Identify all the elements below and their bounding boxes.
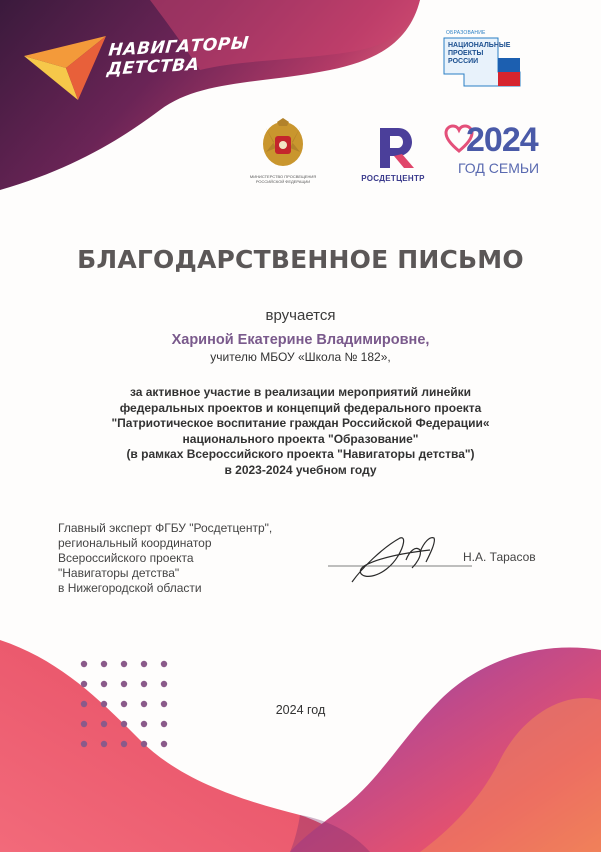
navigators-arrow-icon xyxy=(18,28,112,104)
national-projects-small-caption: ОБРАЗОВАНИЕ xyxy=(446,30,486,36)
awarded-text: вручается xyxy=(265,307,336,324)
ministry-logo xyxy=(238,118,328,190)
national-projects-line: НАЦИОНАЛЬНЫЕ xyxy=(448,42,511,49)
signatory-title-line: "Навигаторы детства" xyxy=(58,566,180,580)
year-of-family-year: 2024 xyxy=(466,121,538,159)
ministry-caption-line: МИНИСТЕРСТВО ПРОСВЕЩЕНИЯ xyxy=(249,174,317,179)
award-reason xyxy=(60,385,541,478)
national-projects-line: РОССИИ xyxy=(448,58,479,65)
award-reason-line: федеральных проектов и концепций федерального проекта xyxy=(119,400,482,415)
national-projects-name xyxy=(448,42,511,66)
award-reason-line: (в рамках Всероссийского проекта "Навигаторы детства") xyxy=(126,447,475,461)
award-reason-line: в 2023-2024 учебном году xyxy=(224,462,377,477)
navigators-logo-line-1: НАВИГАТОРЫ xyxy=(107,33,250,61)
handwritten-signature xyxy=(322,528,472,590)
year-of-family-logo xyxy=(444,118,544,188)
signatory-title xyxy=(58,521,272,596)
signatory-title-line: региональный координатор xyxy=(58,536,212,550)
recipient-position: учителю МБОУ «Школа № 182», xyxy=(210,350,391,364)
ministry-caption-line: РОССИЙСКОЙ ФЕДЕРАЦИИ xyxy=(255,179,311,184)
signatory-title-line: Главный эксперт ФГБУ "Росдетцентр", xyxy=(58,521,273,535)
year-of-family-label: ГОД СЕМЬИ xyxy=(458,160,540,176)
rosdetcenter-logo xyxy=(348,120,438,190)
signatory-title-line: в Нижегородской области xyxy=(58,581,202,595)
signatory-name: Н.А. Тарасов xyxy=(463,550,536,564)
coat-of-arms-icon xyxy=(260,118,306,172)
national-projects-line: ПРОЕКТЫ xyxy=(448,50,484,57)
signatory-title-line: Всероссийского проекта xyxy=(58,551,194,565)
national-projects-logo xyxy=(440,26,530,96)
award-reason-line: национального проекта "Образование" xyxy=(182,431,419,446)
document-title: БЛАГОДАРСТВЕННОЕ ПИСЬМО xyxy=(77,245,524,274)
navigators-logo-line-2: ДЕТСТВА xyxy=(105,54,201,80)
award-reason-line: за активное участие в реализации мероприятий линейки xyxy=(129,385,472,399)
navigators-logo-text xyxy=(106,34,250,79)
rosdetcenter-r-icon xyxy=(370,124,416,170)
ministry-caption xyxy=(238,174,328,184)
award-reason-line: "Патриотическое воспитание граждан Российской Федерации« xyxy=(111,416,490,430)
recipient-name: Хариной Екатерине Владимировне, xyxy=(171,332,430,348)
footer-year: 2024 год xyxy=(275,703,326,717)
rosdetcenter-name: РОСДЕТЦЕНТР xyxy=(361,174,425,183)
